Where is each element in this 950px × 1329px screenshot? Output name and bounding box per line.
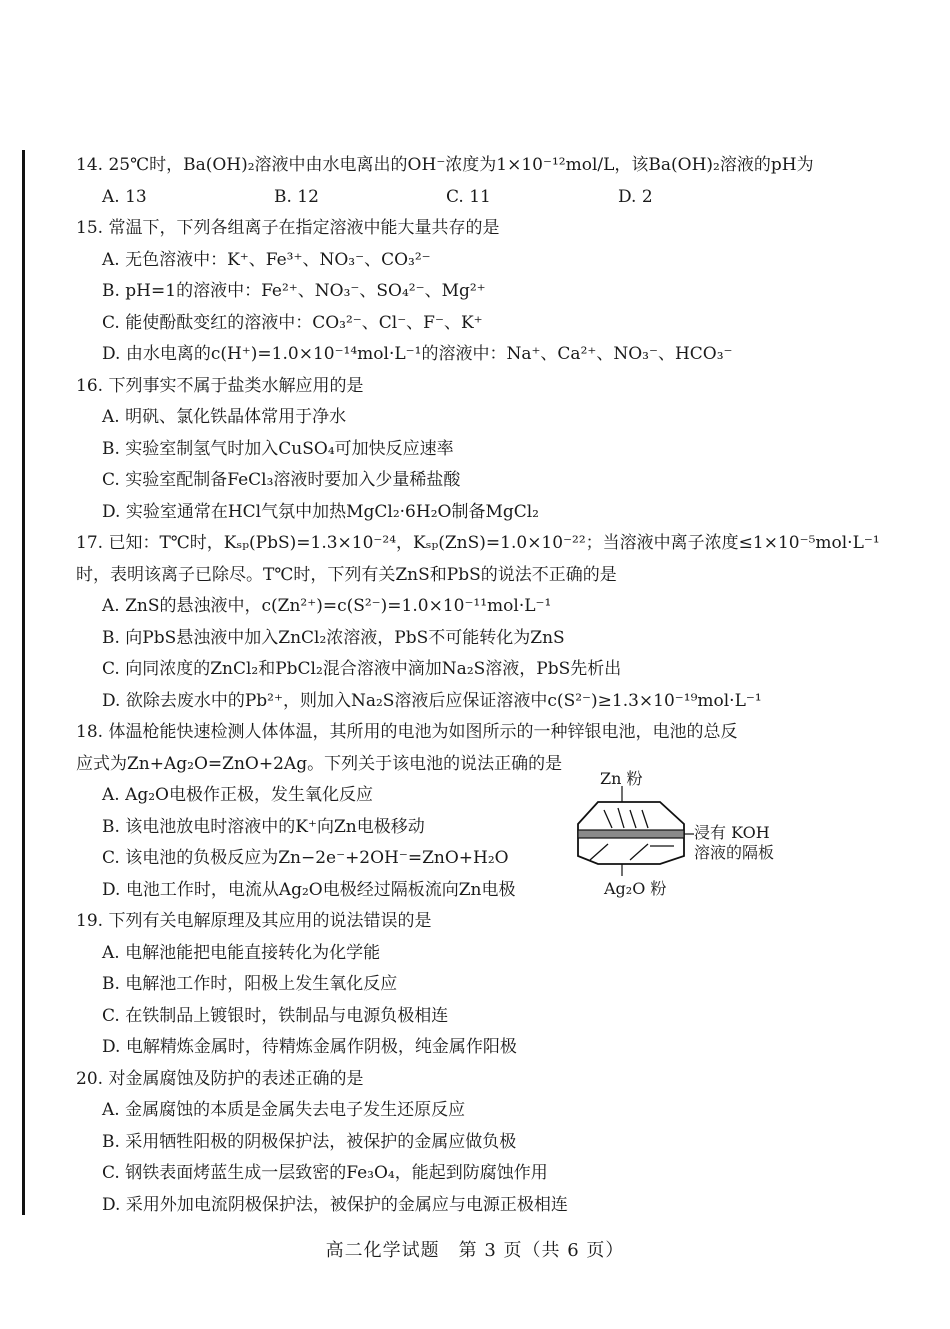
ag2o-hatch — [590, 844, 608, 860]
question-17 — [76, 528, 896, 717]
question-stem-line-1: 17. 已知：T℃时，Kₛₚ(PbS)=1.3×10⁻²⁴，Kₛₚ(ZnS)=1.0×10⁻²²；当溶液中离子浓度≤1×10⁻⁵mol·L⁻¹ — [76, 533, 880, 553]
question-15 — [76, 213, 896, 371]
question-stem: 20. 对金属腐蚀及防护的表述正确的是 — [76, 1068, 364, 1089]
question-16 — [76, 371, 896, 529]
option-d: D. 电池工作时，电流从Ag₂O电极经过隔板流向Zn电极 — [102, 879, 516, 900]
zn-hatch — [630, 810, 636, 828]
question-stem: 19. 下列有关电解原理及其应用的说法错误的是 — [76, 911, 432, 931]
option-d: D. 2 — [618, 186, 653, 207]
option-b: B. 采用牺牲阳极的阴极保护法，被保护的金属应做负极 — [102, 1131, 517, 1152]
separator-band — [578, 830, 684, 838]
zn-hatch — [618, 808, 624, 828]
ag2o-powder-label: Ag₂O 粉 — [604, 879, 667, 898]
question-stem-line-2: 应式为Zn+Ag₂O=ZnO+2Ag。下列关于该电池的说法正确的是 — [76, 753, 563, 774]
option-b: B. 12 — [274, 186, 319, 207]
question-stem-line-2: 时，表明该离子已除尽。T℃时，下列有关ZnS和PbS的说法不正确的是 — [76, 564, 617, 585]
option-a: A. 无色溶液中：K⁺、Fe³⁺、NO₃⁻、CO₃²⁻ — [102, 249, 431, 270]
option-b: B. 向PbS悬浊液中加入ZnCl₂浓溶液，PbS不可能转化为ZnS — [102, 627, 565, 648]
option-a: A. 金属腐蚀的本质是金属失去电子发生还原反应 — [102, 1100, 466, 1120]
option-b: B. 实验室制氢气时加入CuSO₄可加快反应速率 — [102, 438, 454, 459]
option-b: B. 该电池放电时溶液中的K⁺向Zn电极移动 — [102, 816, 425, 837]
zn-powder-label: Zn 粉 — [600, 769, 643, 788]
option-d: D. 欲除去废水中的Pb²⁺，则加入Na₂S溶液后应保证溶液中c(S²⁻)≥1.3×10⁻¹⁹mol·L⁻¹ — [102, 690, 762, 711]
zn-hatch — [642, 810, 648, 828]
question-14 — [76, 150, 896, 213]
option-c: C. 向同浓度的ZnCl₂和PbCl₂混合溶液中滴加Na₂S溶液，PbS先析出 — [102, 659, 622, 679]
option-a: A. 13 — [102, 186, 147, 207]
option-d: D. 由水电离的c(H⁺)=1.0×10⁻¹⁴mol·L⁻¹的溶液中：Na⁺、Ca²⁺、NO₃⁻、HCO₃⁻ — [102, 344, 733, 364]
option-a: A. ZnS的悬浊液中，c(Zn²⁺)=c(S²⁻)=1.0×10⁻¹¹mol·L⁻¹ — [102, 596, 552, 616]
option-a: A. 电解池能把电能直接转化为化学能 — [102, 942, 381, 963]
option-c: C. 11 — [446, 186, 491, 207]
question-stem-line-1: 18. 体温枪能快速检测人体体温，其所用的电池为如图所示的一种锌银电池，电池的总反 — [76, 722, 738, 742]
option-b: B. pH=1的溶液中：Fe²⁺、NO₃⁻、SO₄²⁻、Mg²⁺ — [102, 281, 486, 301]
question-stem: 16. 下列事实不属于盐类水解应用的是 — [76, 375, 364, 396]
exam-content — [76, 150, 896, 1221]
zinc-silver-battery-diagram — [560, 760, 800, 900]
option-c: C. 能使酚酞变红的溶液中：CO₃²⁻、Cl⁻、F⁻、K⁺ — [102, 312, 483, 333]
option-c: C. 该电池的负极反应为Zn−2e⁻+2OH⁻=ZnO+H₂O — [102, 848, 509, 868]
question-stem: 15. 常温下，下列各组离子在指定溶液中能大量共存的是 — [76, 218, 500, 238]
option-c: C. 在铁制品上镀银时，铁制品与电源负极相连 — [102, 1005, 449, 1026]
question-stem: 14. 25℃时，Ba(OH)₂溶液中由水电离出的OH⁻浓度为1×10⁻¹²mol/L，该Ba(OH)₂溶液的pH为 — [76, 155, 814, 175]
option-c: C. 实验室配制备FeCl₃溶液时要加入少量稀盐酸 — [102, 470, 461, 490]
zn-hatch — [604, 810, 612, 828]
option-d: D. 电解精炼金属时，待精炼金属作阴极，纯金属作阳极 — [102, 1037, 517, 1057]
options-inline — [76, 182, 896, 214]
option-b: B. 电解池工作时，阳极上发生氧化反应 — [102, 974, 398, 994]
option-a: A. 明矾、氯化铁晶体常用于净水 — [102, 407, 347, 427]
ag2o-hatch — [630, 844, 648, 860]
option-c: C. 钢铁表面烤蓝生成一层致密的Fe₃O₄，能起到防腐蚀作用 — [102, 1163, 548, 1183]
question-20 — [76, 1064, 896, 1222]
page-footer: 高二化学试题 第 3 页（共 6 页） — [325, 1240, 625, 1261]
option-d: D. 实验室通常在HCl气氛中加热MgCl₂·6H₂O制备MgCl₂ — [102, 501, 539, 522]
option-a: A. Ag₂O电极作正极，发生氧化反应 — [102, 785, 373, 805]
question-19 — [76, 906, 896, 1064]
binding-margin-line — [22, 150, 25, 1215]
option-d: D. 采用外加电流阴极保护法，被保护的金属应与电源正极相连 — [102, 1194, 568, 1215]
separator-label-line-1: 浸有 KOH — [694, 823, 770, 842]
separator-label-line-2: 溶液的隔板 — [694, 843, 775, 862]
